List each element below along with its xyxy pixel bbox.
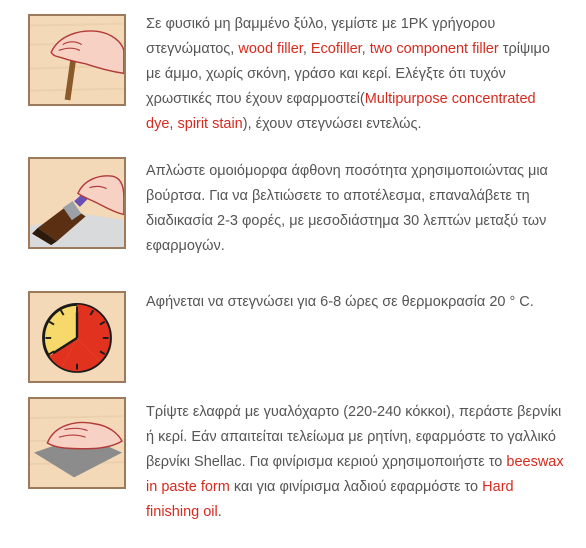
beeswax-in-paste-form-link[interactable]: beeswax in paste form [146, 454, 564, 495]
step-2-text-part: Απλώστε ομοιόμορφα άφθονη ποσότητα χρησιμοποιώντας μια βούρτσα. Για να βελτιώσετε το αποτέλεσμα, επαναλάβετε τη διαδικασία 2-3 φορές, με μεσοδιάστημα 30 λεπτών μεταξύ των εφαρμογών. [146, 163, 548, 254]
step-4-text-part: Τρίψτε ελαφρά με γυαλόχαρτο (220-240 κόκκοι), περάστε βερνίκι ή κερί. Εάν απαιτείται τελείωμα με ρητίνη, εφαρμόστε το γαλλικό βερνίκι Shellac. Για φινίρισμα κεριού χρησιμοποιήστε το [146, 404, 562, 470]
step-1-text-part: Σε φυσικό μη βαμμένο ξύλο, γεμίστε με 1PK γρήγορου στεγνώματος, [146, 16, 496, 57]
spirit-stain-link[interactable]: spirit stain [177, 116, 243, 132]
step-1-text-part: ), έχουν στεγνώσει εντελώς. [242, 116, 422, 132]
hand-sanding-icon [28, 397, 126, 489]
multipurpose-concentrated-dye-link[interactable]: Multipurpose concentrated dye [146, 91, 536, 132]
step-4-text [146, 400, 566, 525]
ecofiller-link[interactable]: Ecofiller [310, 41, 362, 57]
step-3-text-part: Αφήνεται να στεγνώσει για 6-8 ώρες σε θερμοκρασία 20 ° C. [146, 294, 534, 310]
step-1-text [146, 12, 566, 137]
step-4-text-part: και για φινίρισμα λαδιού εφαρμόστε το [229, 479, 483, 495]
separator: , [302, 41, 311, 57]
two-component-filler-link[interactable]: two component filler [369, 41, 499, 57]
hand-with-brush-icon [28, 157, 126, 249]
drying-time-clock-icon [28, 291, 126, 383]
hand-applying-wood-filler-icon [28, 14, 126, 106]
hard-finishing-oil-link[interactable]: Hard finishing oil [146, 479, 514, 520]
separator: , [169, 116, 178, 132]
step-2-text [146, 159, 566, 259]
step-3-text [146, 290, 566, 315]
wood-filler-link[interactable]: wood filler [238, 41, 303, 57]
separator: , [361, 41, 370, 57]
step-1-text-part: τρίψιμο με άμμο, χωρίς σκόνη, γράσο και κερί. Ελέγξτε ότι τυχόν χρωστικές που έχουν εφαρμοστεί( [146, 41, 550, 107]
step-4-text-part: . [217, 504, 222, 520]
